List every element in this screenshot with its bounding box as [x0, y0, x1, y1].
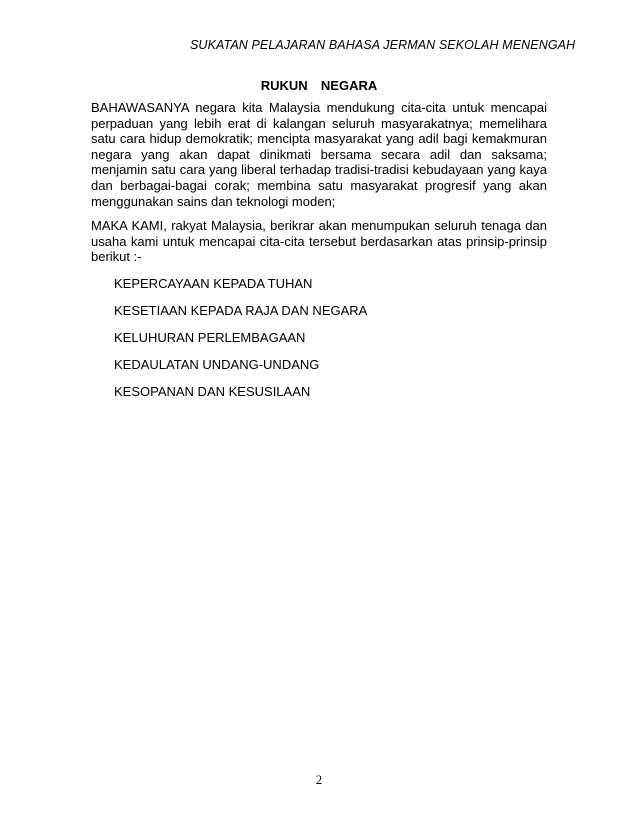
principle-item: KELUHURAN PERLEMBAGAAN: [114, 330, 306, 345]
principle-item: KEDAULATAN UNDANG-UNDANG: [114, 357, 320, 372]
pledge-paragraph: MAKA KAMI, rakyat Malaysia, berikrar akan menumpukan seluruh tenaga dan usaha kami untuk mencapai cita-cita tersebut berdasarkan atas prinsip-prinsip berikut :-: [91, 218, 547, 265]
principle-item: KESOPANAN DAN KESUSILAAN: [114, 384, 311, 399]
principle-item: KESETIAAN KEPADA RAJA DAN NEGARA: [114, 303, 368, 318]
preamble-paragraph: BAHAWASANYA negara kita Malaysia mendukung cita-cita untuk mencapai perpaduan yang lebih erat di kalangan seluruh masyarakatnya; memelihara satu cara hidup demokratik; mencipta masyarakat yang adil bagi kemakmuran negara yang akan dapat dinikmati bersama secara adil dan saksama; menjamin satu cara yang liberal terhadap tradisi-tradisi kebudayaan yang kaya dan berbagai-bagai corak; membina satu masyarakat progresif yang akan menggunakan sains dan teknologi moden;: [91, 100, 547, 209]
document-title: RUKUN NEGARA: [260, 78, 378, 93]
principle-item: KEPERCAYAAN KEPADA TUHAN: [114, 276, 313, 291]
page-number: 2: [315, 772, 323, 787]
running-header: SUKATAN PELAJARAN BAHASA JERMAN SEKOLAH MENENGAH: [190, 38, 576, 52]
principles-list: [114, 276, 367, 411]
